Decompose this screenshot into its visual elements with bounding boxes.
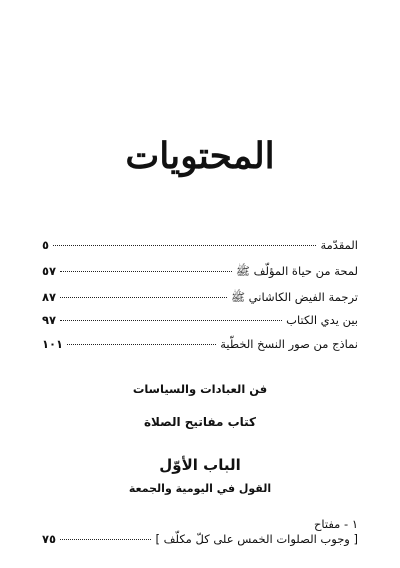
toc-entry[interactable]	[42, 290, 358, 308]
toc-entry[interactable]	[42, 532, 358, 550]
toc-entry-page: ١٠١	[42, 337, 64, 351]
toc-entry[interactable]	[42, 313, 358, 331]
chapter-subheading: القول في اليومية والجمعة	[128, 482, 272, 495]
toc-entry-page: ٨٧	[42, 290, 57, 304]
toc-entry-label: ترجمة الفيض الكاشاني ﷺ	[231, 290, 358, 304]
leader-dots	[60, 271, 232, 272]
toc-entry-label: لمحة من حياة المؤلّف ﷺ	[236, 264, 358, 278]
toc-entry-page: ٩٧	[42, 313, 57, 327]
toc-entry-label: نماذج من صور النسخ الخطّية	[220, 337, 358, 351]
leader-dots	[53, 245, 316, 246]
leader-dots	[67, 344, 216, 345]
chapter-heading: الباب الأوّل	[159, 456, 241, 474]
toc-entry-page: ٥	[42, 238, 50, 252]
toc-entry-page: ٥٧	[42, 264, 57, 278]
toc-entry-page: ٧٥	[42, 532, 57, 546]
toc-entry[interactable]	[42, 337, 358, 355]
toc-entry-label: بين يدي الكتاب	[286, 313, 358, 327]
leader-dots	[60, 320, 282, 321]
book-heading: كتاب مفاتيح الصلاة	[143, 415, 257, 429]
key-label: ١ - مفتاح	[313, 517, 358, 531]
toc-entry[interactable]	[42, 264, 358, 282]
page-title: المحتويات	[125, 135, 275, 177]
leader-dots	[60, 539, 151, 540]
leader-dots	[60, 297, 227, 298]
art-heading: فن العبادات والسياسات	[132, 382, 268, 396]
toc-entry-label: [ وجوب الصلوات الخمس على كلّ مكلّف ]	[155, 532, 358, 546]
toc-entry[interactable]	[42, 238, 358, 256]
toc-entry-label: المقدّمة	[320, 238, 358, 252]
